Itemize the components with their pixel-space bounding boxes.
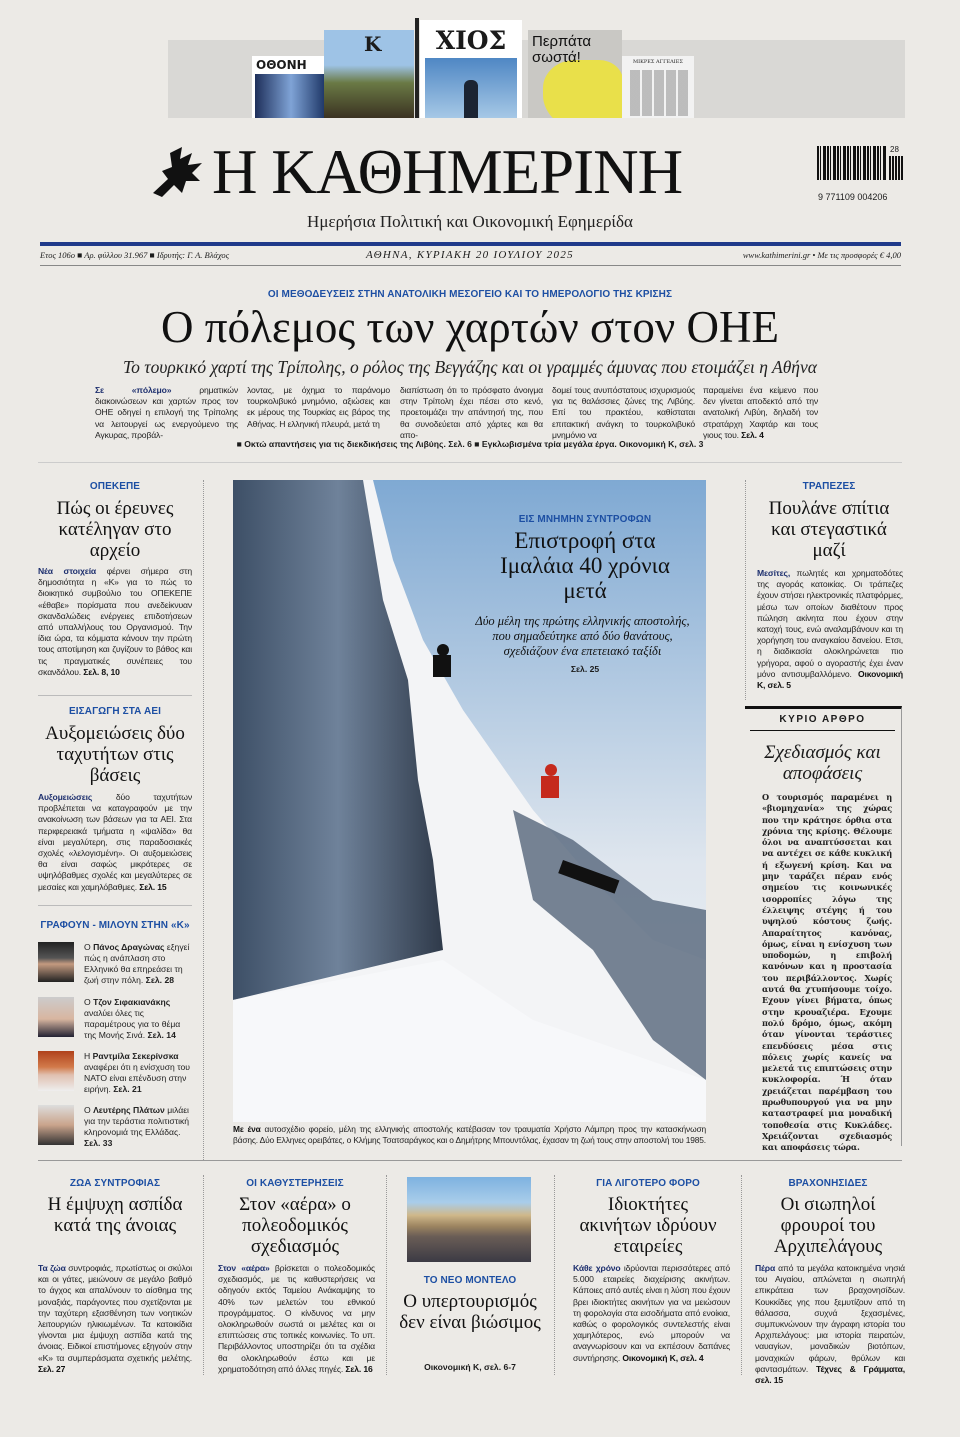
acropolis-photo[interactable] xyxy=(407,1177,531,1262)
column-divider xyxy=(554,1175,555,1375)
bottom-2-kicker: ΟΙ ΚΑΘΥΣΤΕΡΗΣΕΙΣ xyxy=(246,1178,344,1189)
supplement-chios[interactable]: ΧΙΟΣ xyxy=(420,20,522,118)
person-item[interactable]: Ο Πάνος Δραγώνας εξηγεί πώς η ανάπλαση στο Ελληνικό θα επηρεάσει τη ζωή στην πόλη. Σελ. 28 xyxy=(38,942,198,990)
trapezes-headline[interactable]: Πουλάνε σπίτια και στεγαστικά μαζί xyxy=(768,498,890,561)
feature-headline[interactable]: Επιστροφή στα Ιμαλάια 40 χρόνια μετά xyxy=(500,528,670,603)
supplement-aggelies[interactable]: ΜΙΚΡΕΣ ΑΓΓΕΛΙΕΣ xyxy=(622,56,694,118)
bottom-2-text: Στον «αέρα» βρίσκεται ο πολεοδομικός σχεδιασμός, με τις καθυστερήσεις να οδηγούν εκτός Ταμείου Ανάκαμψης το 40% των μελετών του εθνικού προγράμματος. Ο κίνδυνος να μην ολοκληρωθούν σωστά οι μελέτες και οι επιπτώσεις στις τοπικές κοινωνίες. Το υπ. Περιβάλλοντος υποστηρίζει ότι τα σχέδια θα ολοκληρωθούν έστω και με χρηματοδότηση από άλλες πηγές. Σελ. 16 xyxy=(218,1263,375,1374)
editorial-headline[interactable]: Σχεδιασμός και αποφάσεις xyxy=(764,742,881,784)
masthead-title: Η ΚΑΘΗΜΕΡΙΝΗ xyxy=(212,137,683,207)
lead-bottom-rule xyxy=(38,462,902,463)
person-item[interactable]: Ο Λευτέρης Πλάτων μιλάει για την τεράστια πολιτιστική κληρονομιά της Ελλάδας. Σελ. 33 xyxy=(38,1105,198,1153)
person-photo xyxy=(38,942,74,982)
bottom-4-kicker: ΓΙΑ ΛΙΓΟΤΕΡΟ ΦΟΡΟ xyxy=(596,1178,700,1189)
lead-col-5: παραμείνει ένα κείμενο που δεν γίνεται αποδεκτό από την ανατολική Λιβύη, δηλαδή τον στρατάρχη Χαφτάρ και τους γιους του. Σελ. 4 xyxy=(703,385,818,440)
supplement-othoni[interactable]: ΟΘΟΝΗ xyxy=(252,56,327,118)
bottom-3-headline[interactable]: Ο υπερτουρισμός δεν είναι βιώσιμος xyxy=(399,1291,541,1333)
lead-subhead: Το τουρκικό χαρτί της Τρίπολης, ο ρόλος της Βεγγάζης και οι γραμμές άμυνας που ετοιμάζει η Αθήνα xyxy=(123,357,817,377)
feature-kicker: ΕΙΣ ΜΝΗΜΗΝ ΣΥΝΤΡΟΦΩΝ xyxy=(518,514,652,525)
bottom-1-headline[interactable]: Η έμψυχη ασπίδα κατά της άνοιας xyxy=(47,1194,183,1236)
lead-headline[interactable]: Ο πόλεμος των χαρτών στον ΟΗΕ xyxy=(161,302,779,352)
top-rule xyxy=(40,242,901,246)
column-divider xyxy=(745,480,746,700)
bottom-5-kicker: ΒΡΑΧΟΝΗΣΙΔΕΣ xyxy=(788,1178,868,1189)
bottom-1-kicker: ΖΩΑ ΣΥΝΤΡΟΦΙΑΣ xyxy=(69,1178,161,1189)
opekepe-text: Νέα στοιχεία φέρνει σήμερα στη δημοσιότητα η «Κ» για το πώς το διοικητικό συμβούλιο του ΟΠΕΚΕΠΕ «έθαβε» πορίσματα που ανεδείκνυαν σκανδαλώδεις ενέργειες επιδοτήσεων από υπαλλήλους του Οργανισμού. Την ίδια ώρα, τα κόμματα κάνουν την πρώτη τους αποτίμηση και ζυγίζουν το βάθος και τις πραγματικές συνέπειες του σκανδάλου. Σελ. 8, 10 xyxy=(38,566,192,677)
barcode-addon xyxy=(889,156,903,180)
dateline-center: ΑΘΗΝΑ, ΚΥΡΙΑΚΗ 20 ΙΟΥΛΙΟΥ 2025 xyxy=(366,249,574,261)
editorial-text: Ο τουρισμός παραμένει η «βιομηχανία» της χώρας που την κράτησε όρθια στα χρόνια της κρίσης. Θέλουμε όλοι να αναπτύσσεται και να αντέχει σε κάθε κυκλική ή εξωγενή κρίση. Και να μην ταράζει πέραν ενός σημείου τις κοινωνικές ισορροπίες λόγω της έλλειψης στέγης ή του υψηλού κόστους ζωής. Απαραίτητος κανόνας, όμως, είναι η ενίσχυση των υποδομών, η επιβολή κανόνων και η προστασία του περιβάλλοντος. Χωρίς αυτά θα χτυπήσουμε τοίχο. Εχουν γίνει βήματα, όπως στην κρουαζιέρα. Εχουμε πολύ δρόμο, όμως, ακόμη όταν γίνονται τεράστιες επενδύσεις μέσα στις πόλεις χωρίς κανείς να μελετά τις επιπτώσεις στην κυκλοφορία. Ή όταν χρειάζεται παρέμβαση του πρωθυπουργού για να μην καταστραφεί μια μοναδική τοποθεσία στις Κυκλάδες. Χρειάζονται σχεδιασμός και αποφάσεις τώρα. xyxy=(762,792,892,1153)
bottom-2-headline[interactable]: Στον «αέρα» ο πολεοδομικός σχεδιασμός xyxy=(239,1194,351,1257)
aei-text: Αυξομειώσεις δύο ταχυτήτων προβλέπεται να καταγραφούν με την ανακοίνωση των βάσεων για τα ΑΕΙ. Στα περιφερειακά τμήματα η «ψαλίδα» θα είναι μεγαλύτερη, στις παραδοσιακές σχολές «λελογισμένη». Οι αυξομειώσεις θα είναι σαφώς μικρότερες σε υψηλόβαθμες σχολές και μεγαλύτερες σε μεσαίες και χαμηλόβαθμες. Σελ. 15 xyxy=(38,792,192,892)
opekepe-kicker: ΟΠΕΚΕΠΕ xyxy=(89,481,141,492)
bottom-3-ref: Οικονομική Κ, σελ. 6-7 xyxy=(424,1362,516,1372)
aei-kicker: ΕΙΣΑΓΩΓΗ ΣΤΑ ΑΕΙ xyxy=(69,706,161,717)
editorial-label: ΚΥΡΙΟ ΑΡΘΡΟ xyxy=(750,714,895,731)
lead-kicker: ΟΙ ΜΕΘΟΔΕΥΣΕΙΣ ΣΤΗΝ ΑΝΑΤΟΛΙΚΗ ΜΕΣΟΓΕΙΟ ΚΑΙ ΤΟ ΗΜΕΡΟΛΟΓΙΟ ΤΗΣ ΚΡΙΣΗΣ xyxy=(267,289,673,300)
masthead-subtitle: Ημερήσια Πολιτική και Οικονομική Εφημερίδα xyxy=(307,212,633,231)
bottom-rule xyxy=(38,1160,902,1161)
bottom-5-headline[interactable]: Οι σιωπηλοί φρουροί του Αρχιπελάγους xyxy=(773,1194,883,1257)
column-divider xyxy=(386,1175,387,1375)
feature-ref: Σελ. 25 xyxy=(570,664,600,674)
divider xyxy=(415,18,419,118)
issue-code: 28 xyxy=(890,145,899,154)
barcode xyxy=(817,146,887,180)
divider xyxy=(38,695,192,696)
column-divider xyxy=(203,480,204,1160)
opekepe-headline[interactable]: Πώς οι έρευνες κατέληγαν στο αρχείο xyxy=(56,498,174,561)
person-item[interactable]: Η Ραντμίλα Σεκερίνσκα αναφέρει ότι η ενίσχυση του ΝΑΤΟ είναι επένδυση στην ειρήνη. Σελ. 21 xyxy=(38,1051,198,1099)
supplement-perpata[interactable]: Περπάτα σωστά! xyxy=(528,30,622,118)
supplement-k[interactable]: Κ xyxy=(324,30,414,118)
column-divider xyxy=(203,1175,204,1375)
trapezes-kicker: ΤΡΑΠΕΖΕΣ xyxy=(802,481,856,492)
lead-col-1: Σε «πόλεμο» ρηματικών διακοινώσεων και χαρτών προς τον ΟΗΕ οδηγεί η επιλογή της Τρίπολης να λειτουργεί ως ενεργούμενο της Αγκυρας, προβάλ- xyxy=(95,385,238,440)
trapezes-text: Μεσίτες, πωλητές και χρηματοδότες της αγοράς κατοικίας. Οι τράπεζες έχουν στήσει ηλεκτρονικές πλατφόρμες, μέσω των οποίων διαθέτουν προς πώληση ακίνητα που έχουν στην κατοχή τους, ενώ αναλαμβάνουν και τη χορήγηση του αναγκαίου δανείου. Ετσι, η διαδικασία ολοκληρώνεται πιο γρήγορα, αφού ο αγοραστής έχει έναν μόνο αντισυμβαλλόμενο. Οικονομική Κ, σελ. 5 xyxy=(757,568,903,691)
bottom-5-text: Πέρα από τα μεγάλα κατοικημένα νησιά του Αιγαίου, απλώνεται η σιωπηλή επικράτεια των βραχονησίδων. Κουκκίδες γης που ξεμυτίζουν από τη θάλασσα, συχνά ξεχασμένες, συμπυκνώνουν την άγραφη ιστορία του Αρχιπελάγους: μια ιστορία πειρατών, ναυαγίων, μοναδικών βιοτόπων, μοναχικών φάρων, θρύλων και φαντασμάτων. Τέχνες & Γράμματα, σελ. 15 xyxy=(755,1263,905,1386)
teaser-libya[interactable]: ■ Οκτώ απαντήσεις για τις διεκδικήσεις της Λιβύης. Σελ. 6 xyxy=(236,439,472,449)
person-photo xyxy=(38,1105,74,1145)
dateline-right: www.kathimerini.gr • Με τις προσφορές € 4,00 xyxy=(742,250,901,260)
feature-deck: Δύο μέλη της πρώτης ελληνικής αποστολής, που σημαδεύτηκε από δύο θανάτους, σχεδιάζουν ένα επετειακό ταξίδι xyxy=(475,614,690,658)
barcode-number: 9 771109 004206 xyxy=(818,192,888,202)
aei-headline[interactable]: Αυξομειώσεις δύο ταχυτήτων στις βάσεις xyxy=(45,723,185,786)
bottom-3-kicker: ΤΟ ΝΕΟ ΜΟΝΤΕΛΟ xyxy=(423,1275,517,1286)
lead-col-3: διαπίστωση ότι το πρόσφατο άνοιγμα στην Τρίπολη έχει πέσει στο κενό, προετοιμάζει την απάντησή της, που θα συνοδεύεται από χάρτες και θα απο- xyxy=(400,385,543,440)
person-photo xyxy=(38,997,74,1037)
dateline-left: Ετος 106ο ■ Αρ. φύλλου 31.967 ■ Ιδρυτής: Γ. Α. Βλάχος xyxy=(40,250,230,260)
person-item[interactable]: Ο Τζον Σιφακιανάκης αναλύει όλες τις παραμέτρους για το θέμα της Μονής Σινά. Σελ. 14 xyxy=(38,997,198,1045)
teaser-projects[interactable]: ■ Εγκλωβισμένα τρία μεγάλα έργα. Οικονομική Κ, σελ. 3 xyxy=(474,439,704,449)
grafoun-kicker: ΓΡΑΦΟΥΝ - ΜΙΛΟΥΝ ΣΤΗΝ «Κ» xyxy=(40,920,190,931)
column-divider xyxy=(741,1175,742,1375)
dateline-rule xyxy=(40,265,901,266)
divider xyxy=(38,905,192,906)
bottom-1-text: Τα ζώα συντροφιάς, πρωτίστως οι σκύλοι και οι γάτες, μειώνουν σε μεγάλο βαθμό το άγχος και απαλύνουν το αίσθημα της μοναξιάς, παράγοντες που σχετίζονται με την ταχύτερη εξασθένηση των νοητικών λειτουργιών ηλικιωμένων. Τα κατοικίδια γίνονται μια έμψυχη ασπίδα κατά της άνοιας. Ειδικοί επιστήμονες εξηγούν στην «Κ» τα συμπεράσματα σχετικής μελέτης. Σελ. 27 xyxy=(38,1263,192,1374)
lead-teasers xyxy=(100,439,840,449)
lead-col-2: λοντας, με όχημα το παράνομο τουρκολιβυκό μνημόνιο, αξιώσεις και εκ μέρους της Τουρκίας εις βάρος της Αθήνας. Η ελληνική πλευρά, μετά τη xyxy=(247,385,390,429)
bottom-4-text: Κάθε χρόνο ιδρύονται περισσότερες από 5.000 εταιρείες διαχείρισης ακινήτων. Κάποιες από αυτές είναι η λύση που έχουν βρει ιδιοκτήτες ακινήτων για να μειώσουν τη φορολογία στα εισοδήματα από ενοίκια, καθώς ο φορολογικός συντελεστής είναι χαμηλότερος, ενώ μπορούν να αναγνωρίσουν και να εκπέσουν δαπάνες συντήρησης. Οικονομική Κ, σελ. 4 xyxy=(573,1263,730,1363)
bottom-4-headline[interactable]: Ιδιοκτήτες ακινήτων ιδρύουν εταιρείες xyxy=(579,1194,717,1257)
griffin-logo-icon xyxy=(148,143,208,201)
lead-col-4: δομεί τους ανυπόστατους ισχυρισμούς για τις θαλάσσιες ζώνες της Λιβύης. Επί του πρακτέου, καθίσταται επιτακτική ανάγκη το τουρκολιβυκό μνημόνιο να xyxy=(552,385,695,440)
feature-caption: Με ένα αυτοσχέδιο φορείο, μέλη της ελληνικής αποστολής κατέβασαν τον τραυματία Χρήστο Λάμπρη προς την κατασκήνωση βάσης. Δύο Ελληνες ορειβάτες, ο Κλήμης Τσατσαράγκος και ο Δημήτρης Μπουντόλας, έχασαν τη ζωή τους στην αποστολή του 1985. xyxy=(233,1124,706,1146)
person-photo xyxy=(38,1051,74,1091)
